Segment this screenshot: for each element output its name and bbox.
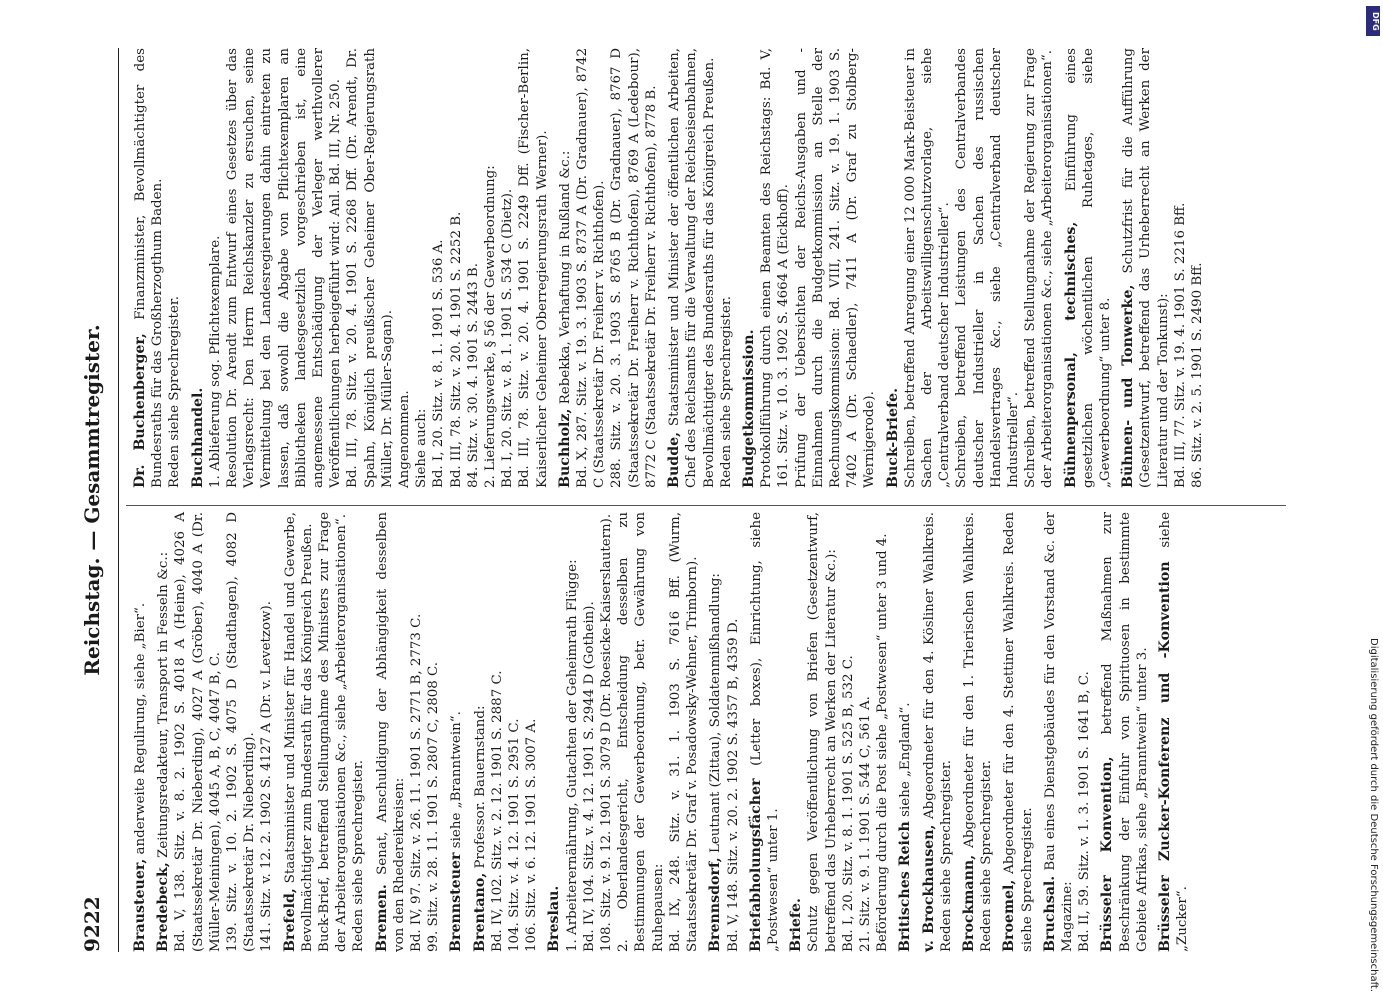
entry-reference-line: 288. Sitz. v. 20. 3. 1903 S. 8765 B (Dr. Gradnauer), 8767 D (Staatssekretär Dr. Freiherr v. Richthofen), 8769 A (Ledebour), 8772 C (Staatssekretär Dr. Freiherr v. Richthofen), 8778 B. bbox=[609, 48, 659, 488]
register-entry bbox=[1099, 512, 1151, 952]
entry-reference-line: Resolution Dr. Arendt zum Entwurf eines Gesetzes über das Verlagsrecht: Den Herrn Reichskanzler zu ersuchen, seine Vermittelung bei den Landesregierungen dahin eintreten zu lassen, daß sowohl die Abgabe von Pflichtexemplaren an Bibliotheken landesgesetzlich vorgeschrieben ist, eine angemessene Entschädigung der Verleger werthvollerer Veröffentlichungen herbeigeführt wird: Anl. Bd. III, Nr. 250. bbox=[225, 48, 344, 488]
entry-heading bbox=[546, 512, 563, 952]
entry-keyword: Bühnenpersonal, technisches, bbox=[1062, 221, 1079, 488]
header-rule bbox=[118, 48, 119, 952]
register-entry bbox=[448, 512, 465, 952]
register-entry bbox=[546, 512, 701, 952]
entry-heading bbox=[921, 512, 955, 952]
entry-reference-line: Buck-Brief, betreffend Stellungnahme des Ministers zur Frage der Arbeiterorganisationen &c., siehe „Arbeiterorganisationen“. bbox=[317, 512, 350, 952]
entry-keyword: Brennsteuer bbox=[448, 852, 465, 952]
entry-text: siehe „England“. bbox=[898, 702, 914, 822]
register-entry bbox=[190, 48, 551, 488]
entry-heading bbox=[472, 512, 489, 952]
entry-keyword: Briefe. bbox=[788, 898, 805, 952]
entry-reference-line: Bd. X, 287. Sitz. v. 19. 3. 1903 S. 8737 A (Dr. Gradnauer), 8742 C (Staatssekretär Dr. Freiherr v. Richthofen). bbox=[575, 48, 608, 488]
entry-text: Schutzfrist für die Aufführung (Gesetzentwurf, betreffend das Urheberrecht an Werken der Literatur und der Tonkunst): bbox=[1121, 48, 1171, 488]
entry-heading bbox=[155, 512, 172, 952]
entry-keyword: Bremen. bbox=[373, 884, 390, 952]
entry-text: Abgeordneter für den 1. Trierischen Wahlkreis. Reden siehe Sprechregister. bbox=[961, 512, 995, 952]
entry-keyword: Brefeld, bbox=[281, 888, 298, 952]
entry-reference-line: 139. Sitz. v. 10. 2. 1902 S. 4075 D (Stadthagen), 4082 D (Staatssekretär Dr. Nieberding). bbox=[225, 512, 258, 952]
entry-reference-line: Beförderung durch die Post siehe „Postwesen“ unter 3 und 4. bbox=[875, 533, 891, 952]
register-entry bbox=[897, 512, 914, 952]
entry-text: Professor. Bauernstand: bbox=[472, 705, 488, 873]
dfg-logo: DFG bbox=[1366, 6, 1380, 36]
entry-reference-line: Angenommen. bbox=[397, 390, 413, 488]
entry-reference-line: Bd. III, 78. Sitz. v. 20. 4. 1901 S. 2252 B. bbox=[448, 211, 464, 488]
register-entry bbox=[961, 512, 995, 952]
entry-reference-line: 1. Ablieferung sog. Pflichtexemplare. bbox=[207, 235, 223, 488]
entry-heading bbox=[1063, 48, 1115, 488]
entry-reference-line: 104. Sitz. v. 4. 12. 1901 S. 2951 C. bbox=[507, 718, 523, 952]
entry-text: Senat, Anschuldigung der Abhängigkeit desselben von den Rhedereikreisen: bbox=[374, 512, 407, 952]
entry-heading bbox=[132, 512, 149, 952]
entry-keyword: Brüsseler Zucker-Konferenz und -Konvention bbox=[1156, 561, 1173, 952]
entry-keyword: Bruchsal. bbox=[1041, 875, 1058, 952]
entry-heading bbox=[707, 512, 724, 952]
entry-reference-line: Reden siehe Sprechregister. bbox=[351, 759, 367, 952]
register-entry bbox=[132, 512, 149, 952]
entry-keyword: Bredebeck, bbox=[155, 862, 172, 952]
register-entry bbox=[282, 512, 368, 952]
entry-keyword: Brockmann, bbox=[960, 854, 977, 952]
entry-heading bbox=[1001, 512, 1035, 952]
entry-keyword: Buchhandel. bbox=[189, 387, 206, 488]
entry-heading bbox=[557, 48, 574, 488]
register-entry bbox=[666, 48, 735, 488]
entry-text: Abgeordneter für den 4. Stettiner Wahlkreis. Reden siehe Sprechregister. bbox=[1002, 512, 1035, 952]
left-column bbox=[132, 512, 1197, 952]
entry-text: siehe „Zucker“. bbox=[1157, 512, 1191, 952]
entry-reference-line: 86. Sitz. v. 2. 5. 1901 S. 2490 Bff. bbox=[1189, 262, 1205, 488]
register-entry bbox=[155, 512, 275, 952]
entry-heading bbox=[666, 48, 718, 488]
entry-heading bbox=[374, 512, 408, 952]
entry-heading bbox=[1120, 48, 1172, 488]
register-entry bbox=[1157, 512, 1191, 952]
entry-reference-line: 141. Sitz. v. 12. 2. 1902 S. 4127 A (Dr. v. Levetzow). bbox=[259, 601, 275, 952]
entry-reference-line: Bd. I, 20. Sitz. v. 8. 1. 1901 S. 536 A. bbox=[431, 239, 447, 488]
right-column bbox=[132, 48, 1212, 488]
entry-heading bbox=[1042, 512, 1076, 952]
register-entry bbox=[885, 48, 1057, 488]
column-divider bbox=[126, 505, 1286, 506]
entry-keyword: Brentano, bbox=[471, 872, 488, 952]
entry-reference-line: 84. Sitz. v. 30. 4. 1901 S. 2443 B. bbox=[465, 262, 481, 488]
entry-reference-line: Bd. III, 78. Sitz. v. 20. 4. 1901 S. 2268 Dff. (Dr. Arendt, Dr. Spahn, Königlich preußischer Geheimer Ober-Regierungsrath Müller, Dr. Müller-Sagan). bbox=[345, 48, 395, 488]
register-entry bbox=[1001, 512, 1035, 952]
entry-heading bbox=[448, 512, 465, 952]
register-entry bbox=[374, 512, 443, 952]
entry-text: siehe „Branntwein“. bbox=[449, 711, 465, 853]
page-header bbox=[74, 48, 114, 952]
entry-keyword: Budgetkommission. bbox=[740, 329, 757, 488]
entry-text: Bau eines Dienstgebäudes für den Vorstand &c. der Magazine: bbox=[1042, 512, 1075, 952]
entry-reference-line: Protokollführung durch einen Beamten des Reichstags: Bd. V, 161. Sitz. v. 10. 3. 1902 S. 4664 A (Eickhoff). bbox=[759, 48, 792, 488]
entry-reference-line: 2. Oberlandesgericht, Entscheidung desselben zu Bestimmungen der Gewerbeordnung, betr. Gewährung von Ruhepausen: bbox=[616, 512, 666, 952]
register-entry bbox=[557, 48, 660, 488]
entry-text: Zeitungsredakteur, Transport in Fesseln &c.: bbox=[156, 551, 172, 863]
entry-reference-line: Bd. IV, 104. Sitz. v. 4. 12. 1901 S. 2944 D (Gothein). bbox=[581, 601, 597, 952]
entry-reference-line: Schreiben, betreffend Stellungnahme der Regierung zur Frage der Arbeiterorganisationen &c., siehe „Arbeiterorganisationen“. bbox=[1023, 48, 1056, 488]
entry-heading bbox=[885, 48, 902, 488]
entry-reference-line: Bd. V, 148. Sitz. v. 20. 2. 1902 S. 4357 B, 4359 D. bbox=[725, 618, 741, 952]
entry-heading bbox=[741, 48, 758, 488]
entry-text: Rebekka, Verhaftung in Rußland &c.: bbox=[557, 150, 573, 409]
register-entry bbox=[472, 512, 541, 952]
entry-text: Einführung eines gesetzlichen wöchentlichen Ruhetages, siehe „Gewerbeordnung“ unter 8. bbox=[1063, 47, 1113, 488]
entry-reference-line: Schreiben, betreffend Leistungen des Centralverbandes deutscher Industrieller in Sachen des russischen Handelsvertrages &c., siehe „Centralverband deutscher Industrieller“. bbox=[954, 48, 1021, 488]
entry-keyword: Bühnen- und Tonwerke, bbox=[1120, 284, 1137, 488]
entry-keyword: Buck-Briefe. bbox=[884, 387, 901, 488]
entry-heading bbox=[1099, 512, 1151, 952]
register-entry bbox=[1063, 48, 1115, 488]
entry-reference-line: Prüfung der Uebersichten der Reichs-Ausgaben und -Einnahmen durch die Budgetkommission an Stelle der Rechnungskommission: Bd. VIII, 241. Sitz. v. 19. 1. 1903 S. 7402 A (Dr. Schaedler), 7411 A (Dr. Graf zu Stolberg-Wernigerode). bbox=[793, 48, 878, 488]
entry-heading bbox=[190, 48, 207, 488]
entry-reference-line: 2. Lieferungswerke, § 56 der Gewerbeordnung: bbox=[483, 165, 499, 488]
entry-reference-line: Bd. III, 78. Sitz. v. 20. 4. 1901 S. 2249 Dff. (Fischer-Berlin, Kaiserlicher Geheimer Oberregierungsrath Werner). bbox=[517, 48, 550, 488]
entry-keyword: Brausteuer, bbox=[132, 858, 148, 952]
entry-keyword: Breslau. bbox=[546, 885, 563, 952]
register-entry bbox=[132, 48, 184, 488]
entry-reference-line: Reden siehe Sprechregister. bbox=[167, 295, 183, 488]
entry-keyword: Brüsseler Konvention, bbox=[1099, 756, 1116, 952]
entry-reference-line: Reden siehe Sprechregister. bbox=[718, 295, 734, 488]
entry-heading bbox=[788, 512, 805, 952]
register-entry bbox=[921, 512, 955, 952]
entry-keyword: Brennsdorf, bbox=[707, 857, 724, 952]
entry-reference-line: Bd. V, 138. Sitz. v. 8. 2. 1902 S. 4018 A (Heine), 4026 A (Staatssekretär Dr. Nieberding), 4027 A (Gröber), 4040 A (Dr. Müller-Meiningen), 4045 A, B, C, 4047 B, C. bbox=[173, 512, 223, 952]
entry-reference-line: Siehe auch: bbox=[414, 408, 430, 488]
entry-keyword: Budde, bbox=[666, 431, 683, 488]
entry-keyword: Buchholz, bbox=[556, 408, 573, 488]
entry-heading bbox=[897, 512, 914, 952]
entry-reference-line: 1. Arbeiterernährung, Gutachten der Geheimrath Flügge: bbox=[564, 559, 580, 952]
running-title: Reichstag. — Gesammtregister. bbox=[80, 324, 104, 676]
register-entry bbox=[741, 48, 879, 488]
entry-reference-line: Schutz gegen Veröffentlichung von Briefen (Gesetzentwurf, betreffend das Urheberrecht an Werken der Literatur &c.): bbox=[806, 512, 839, 952]
register-entry bbox=[748, 512, 782, 952]
register-entry bbox=[707, 512, 741, 952]
register-entry bbox=[1120, 48, 1206, 488]
entry-reference-line: Bd. II, 59. Sitz. v. 1. 3. 1901 S. 1641 B, C. bbox=[1077, 671, 1093, 952]
entry-text: Finanzminister, Bevollmächtigter des Bundesraths für das Großherzogthum Baden. bbox=[133, 48, 166, 488]
entry-text: Abgeordneter für den 4. Kösliner Wahlkreis. Reden siehe Sprechregister. bbox=[921, 512, 954, 952]
entry-keyword: Britisches Reich bbox=[897, 821, 914, 952]
page-number: 9222 bbox=[80, 896, 104, 952]
entry-keyword: Briefabholungsfächer bbox=[747, 778, 764, 952]
digitization-credit: Digitalisierung gefördert durch die Deutsche Forschungsgemeinschaft. bbox=[1368, 637, 1379, 992]
register-entry bbox=[788, 512, 891, 952]
entry-reference-line: Bd. I, 20. Sitz. v. 8. 1. 1901 S. 534 C (Dietz). bbox=[500, 188, 516, 488]
register-entry bbox=[1042, 512, 1094, 952]
entry-heading bbox=[132, 48, 166, 488]
entry-text: (Letter boxes), Einrichtung, siehe „Postwesen“ unter 1. bbox=[748, 512, 781, 952]
entry-reference-line: 106. Sitz. v. 6. 12. 1901 S. 3007 A. bbox=[524, 718, 540, 952]
entry-heading bbox=[1157, 512, 1191, 952]
entry-reference-line: Bd. I, 20. Sitz. v. 8. 1. 1901 S. 525 B, 532 C. bbox=[840, 655, 856, 952]
entry-heading bbox=[282, 512, 316, 952]
entry-reference-line: Bd. III, 77. Sitz. v. 19. 4. 1901 S. 2216 Bff. bbox=[1172, 202, 1188, 488]
entry-reference-line: 108. Sitz. v. 9. 12. 1901 S. 3079 D (Dr. Roesicke-Kaiserslautern). bbox=[599, 513, 615, 952]
entry-text: anderweite Regulirung, siehe „Bier“. bbox=[133, 602, 148, 859]
entry-heading bbox=[961, 512, 995, 952]
entry-reference-line: Bd. IX, 248. Sitz. v. 31. 1. 1903 S. 7616 Bff. (Wurm, Staatssekretär Dr. Graf v. Posadowsky-Wehner, Trimborn). bbox=[667, 512, 701, 952]
entry-text: Staatsminister und Minister für Handel und Gewerbe, Bevollmächtigter zum Bundesrath für das Königreich Preußen. bbox=[282, 512, 315, 952]
entry-reference-line: Schreiben, betreffend Anregung einer 12 000 Mark-Beisteuer in Sachen der Arbeitswilligenschutzvorlage, siehe „Centralverband deutscher Industrieller“. bbox=[902, 48, 953, 488]
entry-keyword: Broemel, bbox=[1001, 879, 1018, 952]
entry-text: betreffend Maßnahmen zur Beschränkung der Einfuhr von Spirituosen in bestimmte Gebiete Afrikas, siehe „Branntwein“ unter 3. bbox=[1100, 512, 1150, 952]
entry-reference-line: Bd. IV, 102. Sitz. v. 2. 12. 1901 S. 2887 C. bbox=[489, 670, 505, 952]
entry-keyword: Dr. Buchenberger, bbox=[132, 333, 148, 488]
entry-reference-line: 21. Sitz. v. 9. 1. 1901 S. 544 C, 561 A. bbox=[857, 696, 873, 952]
entry-keyword: v. Brockhausen, bbox=[920, 824, 937, 952]
entry-text: Staatsminister und Minister der öffentlichen Arbeiten, Chef des Reichsamts für die Verwaltung der Reichseisenbahnen, Bevollmächtigter des Bundesraths für das Königreich Preußen. bbox=[667, 47, 717, 488]
entry-text: Leutnant (Zittau), Soldatenmißhandlung: bbox=[708, 573, 724, 858]
entry-reference-line: 99. Sitz. v. 28. 11. 1901 S. 2807 C, 2808 C. bbox=[426, 661, 442, 952]
rotated-register-page bbox=[56, 20, 1326, 980]
entry-reference-line: Bd. IV, 97. Sitz. v. 26. 11. 1901 S. 2771 B, 2773 C. bbox=[409, 613, 425, 952]
entry-heading bbox=[748, 512, 782, 952]
